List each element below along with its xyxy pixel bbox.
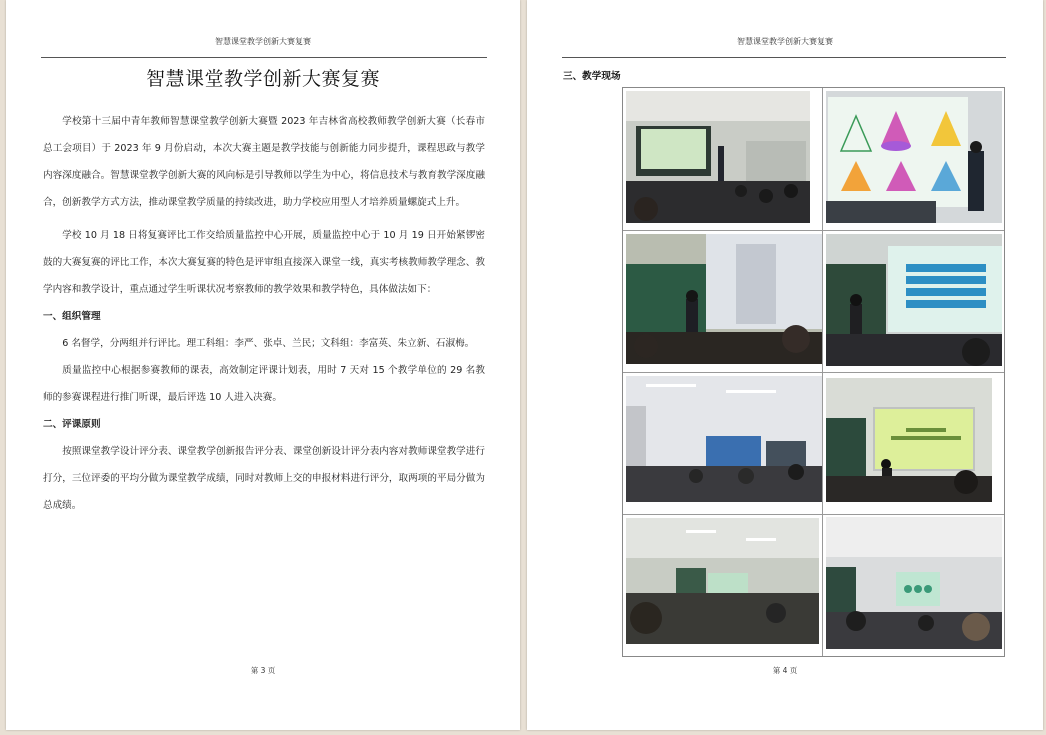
grid-divider — [623, 514, 1004, 515]
paragraph-intro: 学校第十三届中青年教师智慧课堂教学创新大赛暨 2023 年吉林省高校教师教学创新大赛（长春市总工会项目）于 2023 年 9 月份启动，本次大赛主题是教学技能与创新能力同步提升，课程思政与教学内容深度融合。智慧课堂教学创新大赛的风向标是引导教师以学生为中心，将信息技术与教育教学深度融合，创新教学方式方法，推动课堂教学质量的持续改进，助力学校应用型人才培养质量螺旋式上升。 — [43, 116, 485, 208]
page-number: 第 4 页 — [772, 666, 798, 675]
grid-divider — [623, 372, 1004, 373]
photo-grid — [622, 87, 1005, 657]
document-page-left — [6, 0, 520, 730]
header-rule — [41, 57, 487, 58]
page-header: 智慧课堂教学创新大赛复赛 — [215, 37, 311, 46]
page-header: 智慧课堂教学创新大赛复赛 — [737, 37, 833, 46]
photo-classroom-1 — [626, 91, 810, 223]
page-number: 第 3 页 — [250, 666, 276, 675]
document-body — [43, 108, 485, 519]
section-heading-principles: 二、评课原则 — [43, 419, 101, 430]
photo-classroom-8 — [826, 517, 1002, 649]
section-heading-organization: 一、组织管理 — [43, 311, 101, 322]
photo-classroom-4 — [826, 234, 1002, 366]
photo-classroom-5 — [626, 376, 822, 502]
photo-classroom-2 — [826, 91, 1002, 223]
photo-classroom-7 — [626, 518, 819, 644]
document-page-right — [527, 0, 1043, 730]
header-rule — [562, 57, 1006, 58]
paragraph-principles: 按照课堂教学设计评分表、课堂教学创新报告评分表、课堂创新设计评分表内容对教师课堂教学进行打分，三位评委的平均分做为课堂教学成绩，同时对教师上交的申报材料进行评分，取两项的平局分做为总成绩。 — [43, 446, 485, 511]
photo-classroom-6 — [826, 378, 992, 502]
paragraph-process: 学校 10 月 18 日将复赛评比工作交给质量监控中心开展，质量监控中心于 10 月 19 日开始紧锣密鼓的大赛复赛的评比工作，本次大赛复赛的特色是评审组直接深入课堂一线，真实考核教师教学理念、教学内容和教学设计，重点通过学生听课状况考察教师的教学效果和教学特色，具体做法如下： — [43, 230, 485, 295]
paragraph-organization: 6 名督学，分两组并行评比。理工科组：李严、张卓、兰民；文科组：李富英、朱立新、石淑梅。 — [62, 338, 475, 349]
grid-divider — [623, 230, 1004, 231]
document-title: 智慧课堂教学创新大赛复赛 — [145, 68, 380, 90]
section-heading-scene: 三、教学现场 — [563, 71, 621, 82]
paragraph-schedule: 质量监控中心根据参赛教师的课表，高效制定评课计划表，用时 7 天对 15 个教学单位的 29 名教师的参赛课程进行推门听课，最后评选 10 人进入决赛。 — [43, 365, 485, 403]
photo-classroom-3 — [626, 234, 822, 364]
